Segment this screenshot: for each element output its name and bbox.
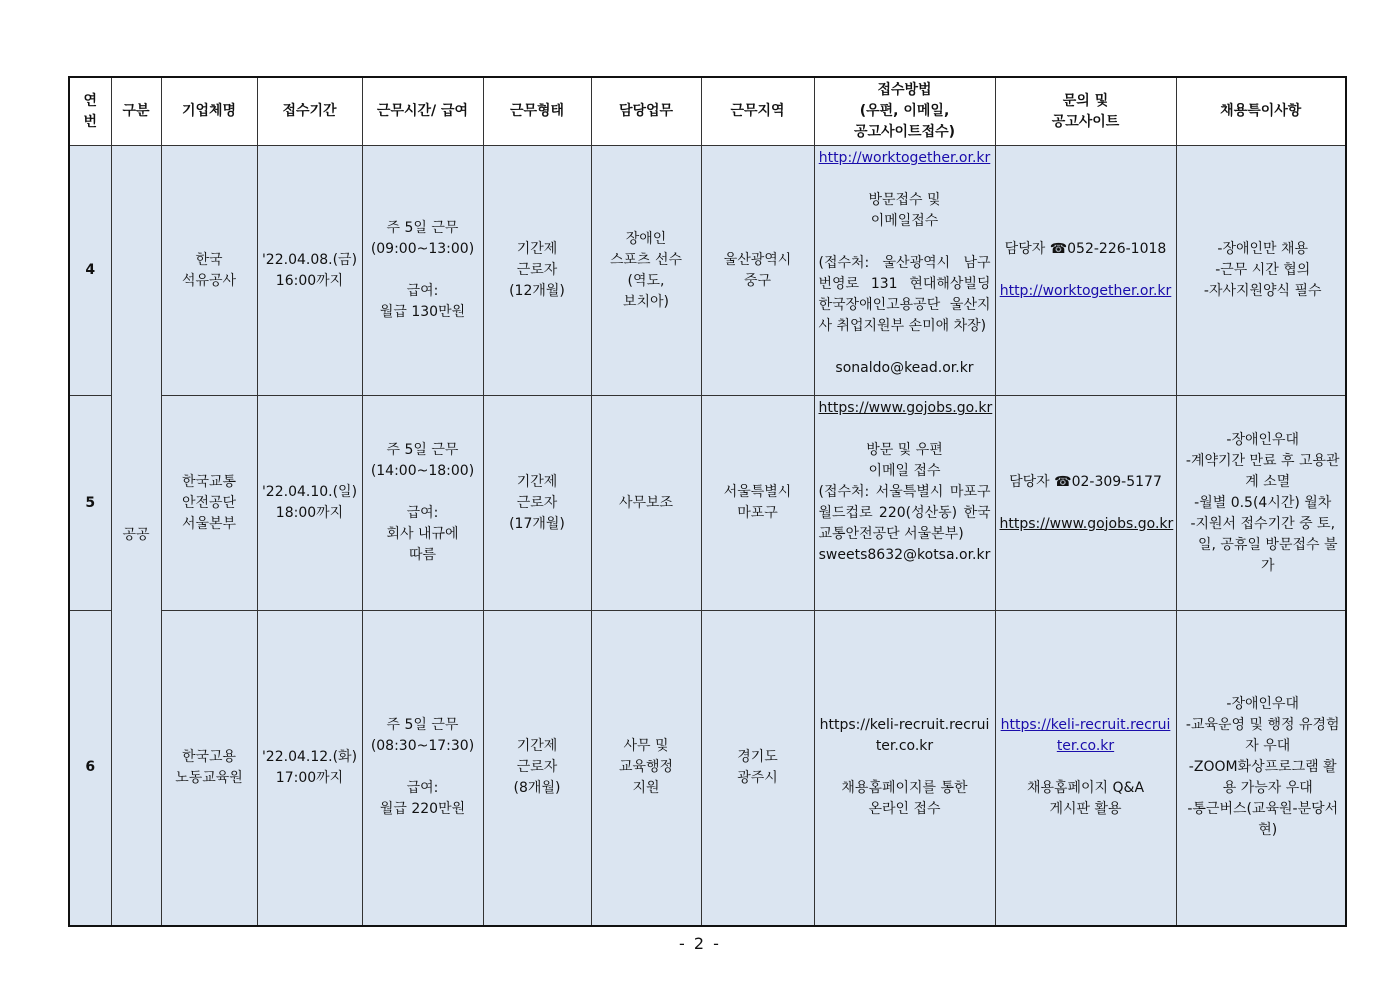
row-number: 5 bbox=[69, 396, 111, 611]
company-cell: 한국 석유공사 bbox=[161, 146, 257, 396]
duty-cell: 사무보조 bbox=[591, 396, 701, 611]
contact-link[interactable]: https://keli-recruit.recruiter.co.kr bbox=[1000, 717, 1171, 755]
header-category: 구분 bbox=[111, 77, 161, 146]
row-number: 4 bbox=[69, 146, 111, 396]
type-cell: 기간제 근로자 (17개월) bbox=[483, 396, 591, 611]
job-listing-table bbox=[68, 76, 1347, 927]
row-number: 6 bbox=[69, 611, 111, 926]
method-link[interactable]: https://www.gojobs.go.kr bbox=[818, 400, 993, 416]
company-cell: 한국교통 안전공단 서울본부 bbox=[161, 396, 257, 611]
contact-cell: https://keli-recruit.recruiter.co.kr 채용홈페이지 Q&A 게시판 활용 bbox=[995, 611, 1176, 926]
duty-cell: 사무 및 교육행정 지원 bbox=[591, 611, 701, 926]
contact-cell bbox=[995, 146, 1176, 396]
region-cell: 서울특별시 마포구 bbox=[701, 396, 814, 611]
header-hours-pay: 근무시간/ 급여 bbox=[362, 77, 483, 146]
period-cell: '22.04.08.(금) 16:00까지 bbox=[257, 146, 362, 396]
header-company: 기업체명 bbox=[161, 77, 257, 146]
hours-pay-cell: 주 5일 근무 (14:00~18:00) 급여: 회사 내규에 따름 bbox=[362, 396, 483, 611]
header-contact: 문의 및 공고사이트 bbox=[995, 77, 1176, 146]
method-link[interactable]: https://keli-recruit.recruiter.co.kr bbox=[819, 717, 990, 755]
contact-link[interactable]: http://worktogether.or.kr bbox=[999, 283, 1172, 299]
method-address: (접수처: 울산광역시 남구 번영로 131 현대해상빌딩 한국장애인고용공단 울산지사 취업지원부 손미애 차장) bbox=[818, 255, 991, 334]
contact-phone: 담당자 ☎02-309-5177 bbox=[1009, 473, 1162, 490]
category-cell: 공공 bbox=[111, 146, 161, 926]
method-address: (접수처: 서울특별시 마포구 월드컵로 220(성산동) 한국교통안전공단 서울본부) bbox=[818, 484, 991, 542]
period-cell: '22.04.12.(화) 17:00까지 bbox=[257, 611, 362, 926]
company-cell: 한국고용 노동교육원 bbox=[161, 611, 257, 926]
header-no: 연 번 bbox=[69, 77, 111, 146]
method-link[interactable]: http://worktogether.or.kr bbox=[818, 150, 991, 166]
type-cell: 기간제 근로자 (8개월) bbox=[483, 611, 591, 926]
contact-phone: 담당자 ☎052-226-1018 bbox=[1004, 241, 1167, 257]
page-number: - 2 - bbox=[679, 934, 721, 953]
method-email[interactable]: sweets8632@kotsa.or.kr bbox=[818, 547, 991, 563]
notes-cell: -장애인우대 -교육운영 및 행정 유경험자 우대 -ZOOM화상프로그램 활용 가능자 우대 -통근버스(교육원-분당서현) bbox=[1176, 611, 1346, 926]
method-cell: https://www.gojobs.go.kr 방문 및 우편 이메일 접수 (접수처: 서울특별시 마포구 월드컵로 220(성산동) 한국교통안전공단 서울본부) sweets8632@kotsa.or.kr bbox=[814, 396, 995, 611]
period-cell: '22.04.10.(일) 18:00까지 bbox=[257, 396, 362, 611]
type-cell: 기간제 근로자 (12개월) bbox=[483, 146, 591, 396]
method-cell: http://worktogether.or.kr 방문접수 및 이메일접수 (접수처: 울산광역시 남구 번영로 131 현대해상빌딩 한국장애인고용공단 울산지사 취업지원부 손미애 차장) sonaldo@kead.or.kr bbox=[814, 146, 995, 396]
region-cell: 경기도 광주시 bbox=[701, 611, 814, 926]
header-region: 근무지역 bbox=[701, 77, 814, 146]
header-method: 접수방법 (우편, 이메일, 공고사이트접수) bbox=[814, 77, 995, 146]
hours-pay-cell: 주 5일 근무 (08:30~17:30) 급여: 월급 220만원 bbox=[362, 611, 483, 926]
table-header-row bbox=[69, 77, 1346, 146]
contact-cell bbox=[995, 396, 1176, 611]
notes-cell: -장애인만 채용 -근무 시간 협의 -자사지원양식 필수 bbox=[1176, 146, 1346, 396]
header-type: 근무형태 bbox=[483, 77, 591, 146]
region-cell: 울산광역시 중구 bbox=[701, 146, 814, 396]
notes-cell: -장애인우대 -계약기간 만료 후 고용관계 소멸 -월별 0.5(4시간) 월차 -지원서 접수기간 중 토, 일, 공휴일 방문접수 불가 bbox=[1176, 396, 1346, 611]
table-row bbox=[69, 396, 1346, 611]
header-notes: 채용특이사항 bbox=[1176, 77, 1346, 146]
hours-pay-cell: 주 5일 근무 (09:00~13:00) 급여: 월급 130만원 bbox=[362, 146, 483, 396]
header-period: 접수기간 bbox=[257, 77, 362, 146]
duty-cell: 장애인 스포츠 선수 (역도, 보치아) bbox=[591, 146, 701, 396]
table-row bbox=[69, 146, 1346, 396]
method-cell: https://keli-recruit.recruiter.co.kr 채용홈페이지를 통한 온라인 접수 bbox=[814, 611, 995, 926]
method-email[interactable]: sonaldo@kead.or.kr bbox=[835, 360, 974, 376]
header-duty: 담당업무 bbox=[591, 77, 701, 146]
contact-link[interactable]: https://www.gojobs.go.kr bbox=[999, 515, 1174, 532]
table-row bbox=[69, 611, 1346, 926]
